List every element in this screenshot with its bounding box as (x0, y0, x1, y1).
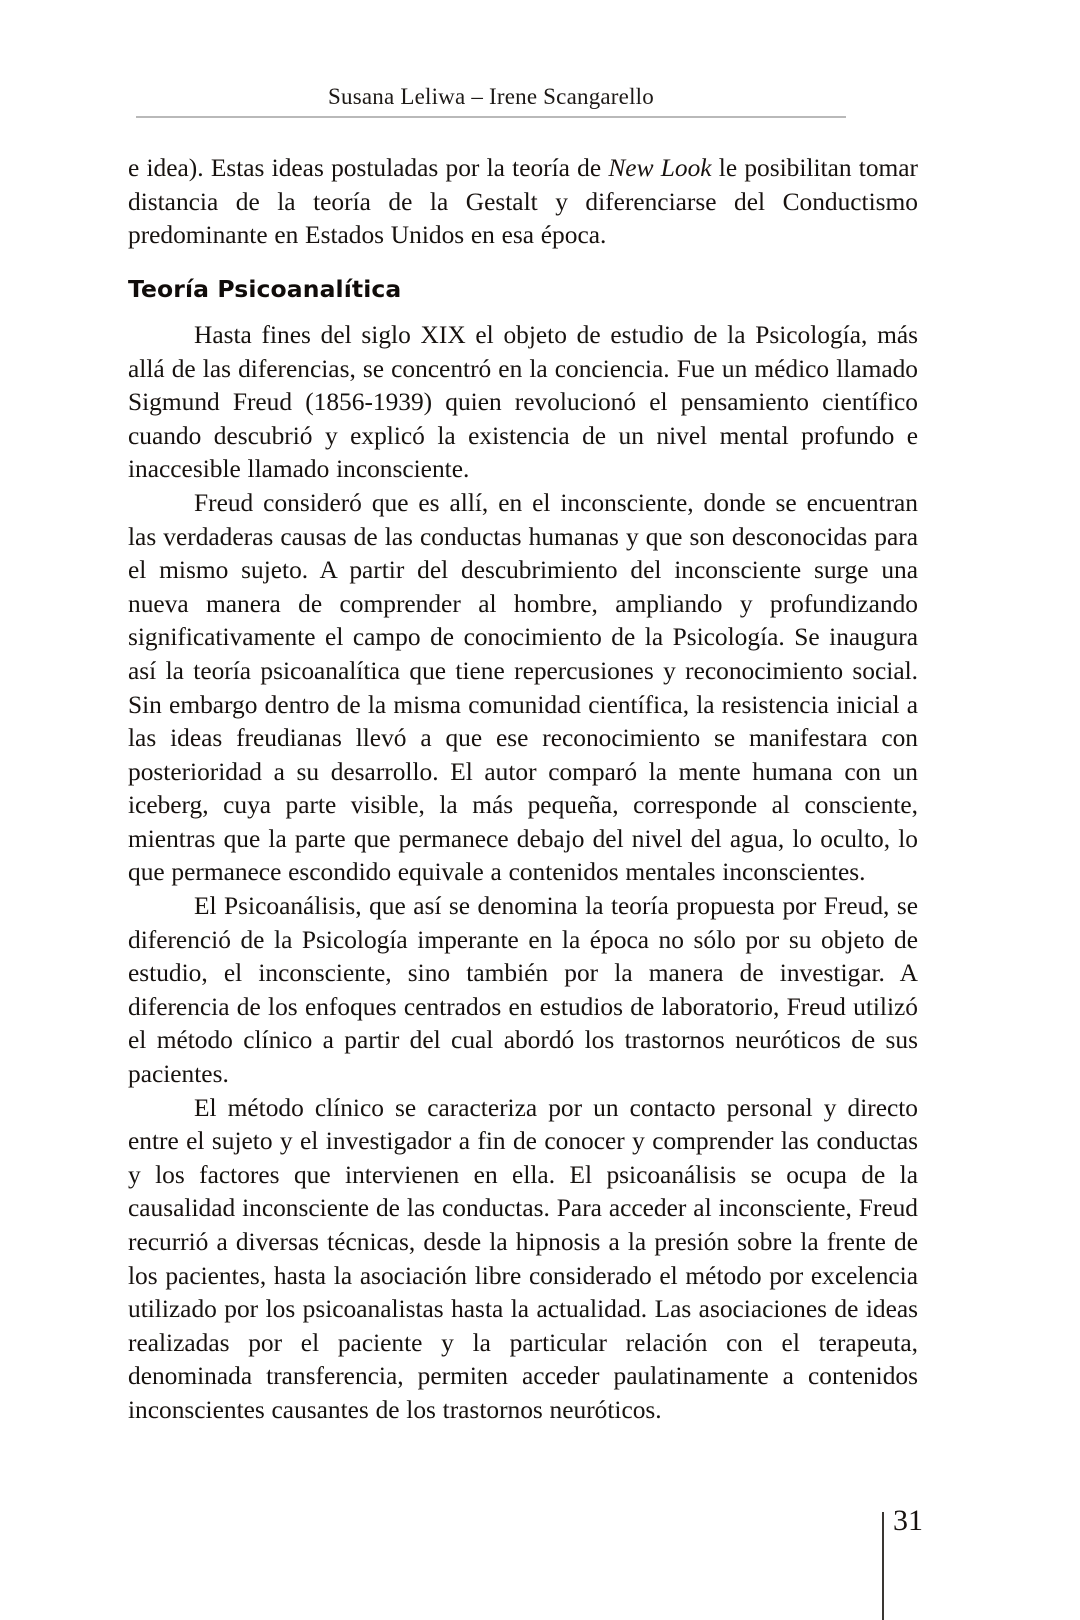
page-text-block (128, 152, 918, 1428)
folio-vertical-rule (882, 1512, 884, 1620)
section-heading: Teoría Psicoanalítica (128, 274, 402, 303)
header-divider-rule (136, 116, 846, 118)
italic-term-new-look: New Look (608, 154, 712, 182)
paragraph-1-tail-text: le posibilitan tomar distancia de la teoría de la Gestalt y diferenciarse del Conductismo predominante en Estados Unidos en esa época. (128, 154, 919, 250)
paragraph-2: Hasta fines del siglo XIX el objeto de estudio de la Psicología, más allá de las diferencias, se concentró en la conciencia. Fue un médico llamado Sigmund Freud (1856-1939) quien revolucionó el pensamiento científico cuando descubrió y explicó la existencia de un nivel mental profundo e inaccesible llamado inconsciente. (128, 320, 918, 484)
page-number: 31 (893, 1504, 923, 1537)
running-head: Susana Leliwa – Irene Scangarello (328, 84, 654, 109)
paragraph-4: El Psicoanálisis, que así se denomina la teoría propuesta por Freud, se diferenció de la Psicología imperante en la época no sólo por su objeto de estudio, el inconsciente, sino también por la manera de investigar. A diferencia de los enfoques centrados en estudios de laboratorio, Freud utilizó el método clínico a partir del cual abordó los trastornos neuróticos de sus pacientes. (128, 892, 918, 1089)
paragraph-continuation (128, 152, 918, 253)
paragraph-3: Freud consideró que es allí, en el inconsciente, donde se encuentran las verdaderas causas de las conductas humanas y que son desconocidas para el mismo sujeto. A partir del descubrimiento del inconsciente surge una nueva manera de comprender al hombre, ampliando y profundizando significativamente el campo de conocimiento de la Psicología. Se inaugura así la teoría psicoanalítica que tiene repercusiones y reconocimiento social. Sin embargo dentro de la misma comunidad científica, la resistencia inicial a las ideas freudianas llevó a que ese reconocimiento se manifestara con posterioridad a su desarrollo. El autor comparó la mente humana con un iceberg, cuya parte visible, la más pequeña, corresponde al consciente, mientras que la parte que permanece debajo del nivel del agua, lo oculto, lo que permanece escondido equivale a contenidos mentales inconscientes. (128, 488, 918, 887)
paragraph-1-lead-text: e idea). Estas ideas postuladas por la teoría de (128, 154, 609, 182)
paragraph-5: El método clínico se caracteriza por un contacto personal y directo entre el sujeto y el investigador a fin de conocer y comprender las conductas y los factores que intervienen en ella. El psicoanálisis se ocupa de la causalidad inconsciente de las conductas. Para acceder al inconsciente, Freud recurrió a diversas técnicas, desde la hipnosis a la presión sobre la frente de los pacientes, hasta la asociación libre considerado el método por excelencia utilizado por los psicoanalistas hasta la actualidad. Las asociaciones de ideas realizadas por el paciente y la particular relación con el terapeuta, denominada transferencia, permiten acceder paulatinamente a contenidos inconscientes causantes de los trastornos neuróticos. (128, 1093, 918, 1424)
